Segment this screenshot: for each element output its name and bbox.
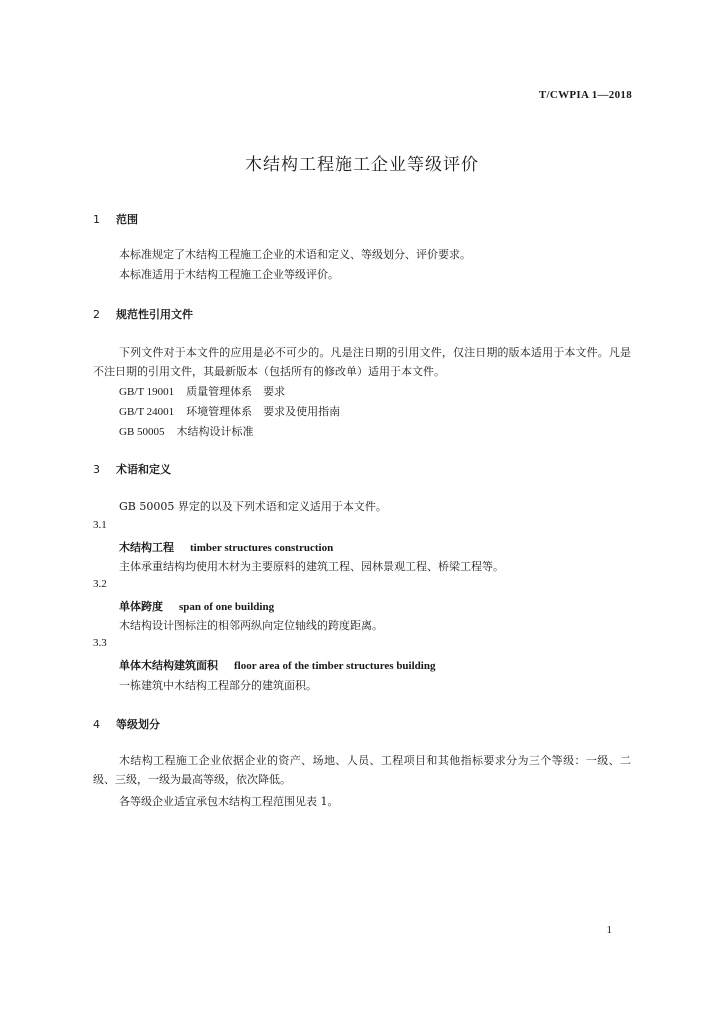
section-title: 等级划分 — [116, 718, 160, 731]
term-definition: 一栋建筑中木结构工程部分的建筑面积。 — [119, 679, 317, 692]
section-number: 3 — [93, 463, 100, 476]
reference-item — [119, 423, 254, 439]
standard-code: T/CWPIA 1—2018 — [538, 89, 632, 101]
term-definition: 主体承重结构均使用木材为主要原料的建筑工程、园林景观工程、桥梁工程等。 — [119, 560, 504, 573]
reference-name: 环境管理体系 要求及使用指南 — [186, 405, 341, 418]
paragraph: 各等级企业适宜承包木结构工程范围见表 1。 — [119, 795, 339, 808]
section-2-heading — [93, 306, 193, 322]
term-zh: 木结构工程 — [119, 541, 174, 554]
term-definition: 木结构设计图标注的相邻两纵向定位轴线的跨度距离。 — [119, 619, 383, 632]
term-en: floor area of the timber structures building — [234, 660, 436, 672]
term-entry — [119, 598, 274, 614]
section-3-heading — [93, 461, 171, 477]
reference-code: GB 50005 — [119, 426, 165, 438]
section-title: 规范性引用文件 — [116, 308, 193, 321]
section-4-heading — [93, 716, 160, 732]
section-title: 术语和定义 — [116, 463, 171, 476]
reference-name: 木结构设计标准 — [176, 425, 254, 438]
paragraph: GB 50005 界定的以及下列术语和定义适用于本文件。 — [119, 500, 387, 513]
section-number: 1 — [93, 213, 100, 226]
clause-number: 3.2 — [93, 578, 107, 590]
page-number: 1 — [606, 924, 612, 936]
reference-name: 质量管理体系 要求 — [186, 385, 286, 398]
paragraph: 下列文件对于本文件的应用是必不可少的。凡是注日期的引用文件，仅注日期的版本适用于本文件。凡是不注日期的引用文件，其最新版本（包括所有的修改单）适用于本文件。 — [93, 346, 631, 378]
section-number: 4 — [93, 718, 100, 731]
section-number: 2 — [93, 308, 100, 321]
paragraph: 本标准适用于木结构工程施工企业等级评价。 — [119, 268, 339, 281]
term-zh: 单体跨度 — [119, 600, 163, 613]
document-title: 木结构工程施工企业等级评价 — [245, 155, 479, 175]
term-entry — [119, 657, 435, 673]
clause-number: 3.3 — [93, 637, 107, 649]
term-zh: 单体木结构建筑面积 — [119, 659, 218, 672]
section-1-heading — [93, 211, 138, 227]
reference-item — [119, 383, 285, 399]
reference-item — [119, 403, 340, 419]
paragraph: 木结构工程施工企业依据企业的资产、场地、人员、工程项目和其他指标要求分为三个等级：一级、二级、三级，一级为最高等级，依次降低。 — [93, 754, 631, 786]
reference-code: GB/T 19001 — [119, 386, 175, 398]
reference-code: GB/T 24001 — [119, 406, 175, 418]
clause-number: 3.1 — [93, 519, 107, 531]
term-en: span of one building — [179, 601, 275, 613]
section-title: 范围 — [116, 213, 138, 226]
paragraph: 本标准规定了木结构工程施工企业的术语和定义、等级划分、评价要求。 — [119, 248, 471, 261]
term-entry — [119, 539, 333, 555]
term-en: timber structures construction — [190, 542, 334, 554]
